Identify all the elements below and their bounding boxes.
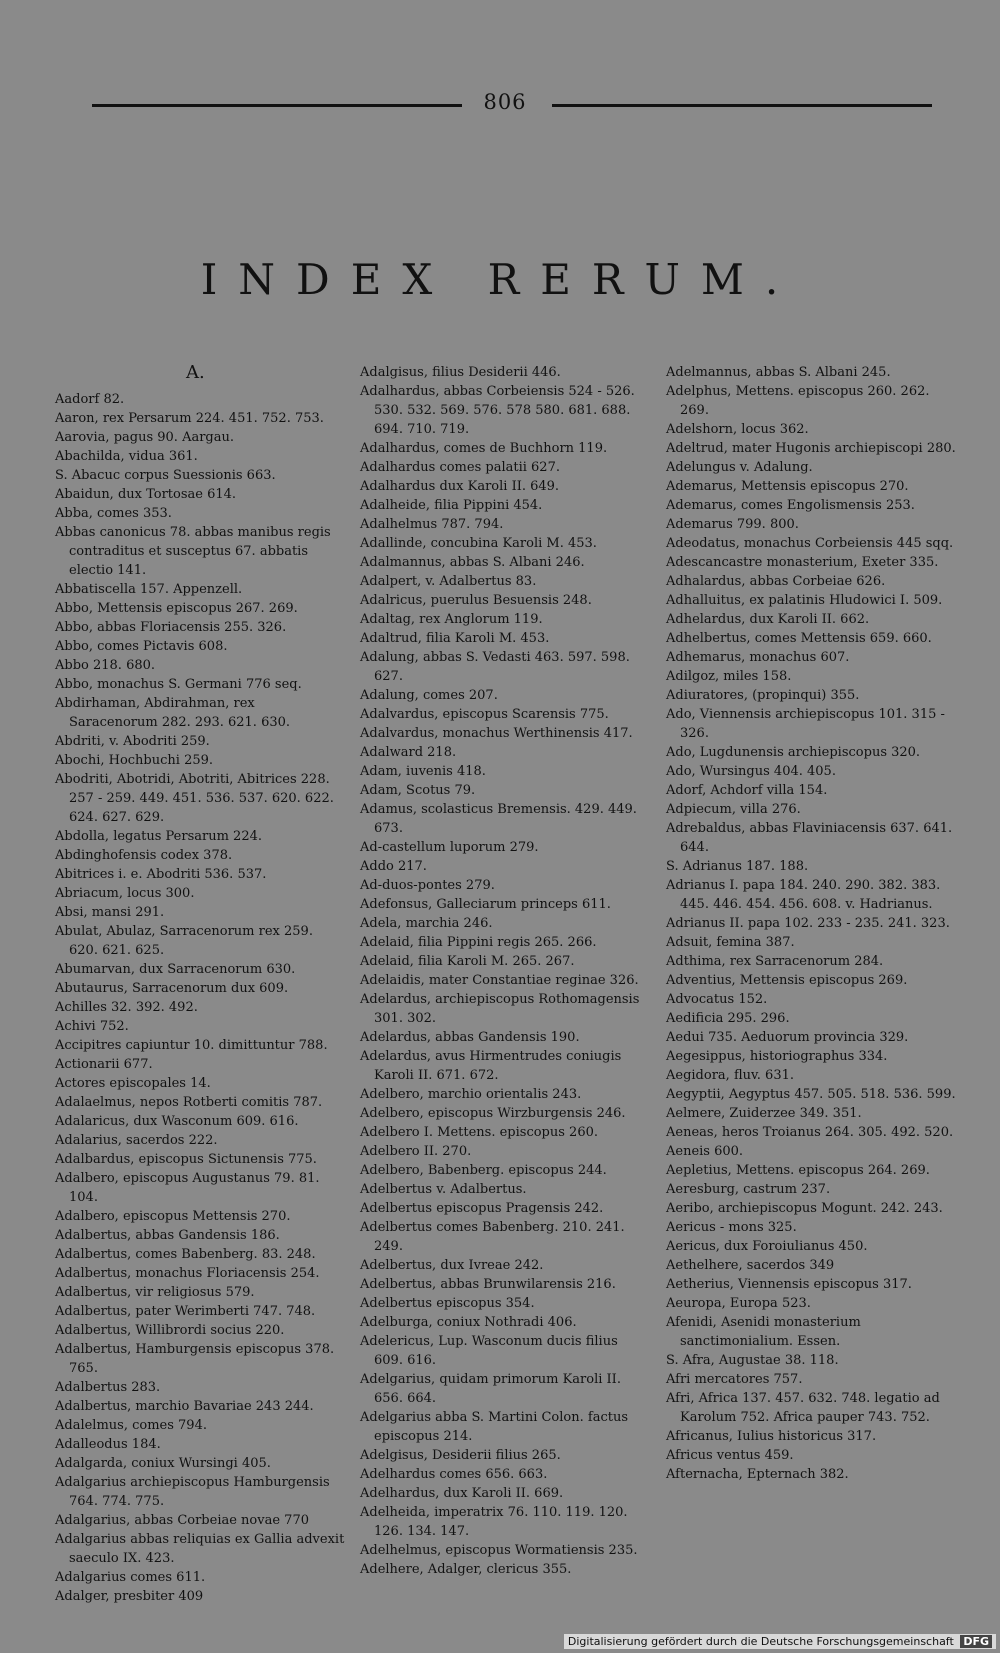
index-entry: Adelgarius, quidam primorum Karoli II. 656. 664. (360, 1372, 621, 1406)
index-entry: Achivi 752. (55, 1019, 129, 1034)
index-entry: Adalmannus, abbas S. Albani 246. (360, 555, 585, 570)
index-entry: Adelungus v. Adalung. (666, 460, 813, 475)
index-entry: Adelhardus comes 656. 663. (360, 1467, 548, 1482)
index-entry: Abutaurus, Sarracenorum dux 609. (55, 981, 289, 996)
index-entry: Actionarii 677. (55, 1057, 153, 1072)
index-entry: Adelheida, imperatrix 76. 110. 119. 120. 126. 134. 147. (360, 1505, 628, 1539)
index-entry: Abulat, Abulaz, Sarracenorum rex 259. 620. 621. 625. (55, 924, 313, 958)
index-entry: Adventius, Mettensis episcopus 269. (666, 973, 908, 988)
index-entry: Adeltrud, mater Hugonis archiepiscopi 280. (666, 441, 956, 456)
section-letter: A. (186, 362, 205, 383)
index-entry: Adelbertus v. Adalbertus. (360, 1182, 527, 1197)
index-entry: Adalbertus, abbas Gandensis 186. (55, 1228, 280, 1243)
index-entry: Adallinde, concubina Karoli M. 453. (360, 536, 597, 551)
index-entry: Accipitres capiuntur 10. dimittuntur 788. (55, 1038, 328, 1053)
index-entry: Adalbardus, episcopus Sictunensis 775. (55, 1152, 317, 1167)
index-entry: Aethelhere, sacerdos 349 (666, 1258, 835, 1273)
index-entry: Adelaid, filia Pippini regis 265. 266. (360, 935, 597, 950)
index-entry: Adalbero, episcopus Mettensis 270. (55, 1209, 291, 1224)
index-entry: Adhelardus, dux Karoli II. 662. (666, 612, 870, 627)
index-entry: Adalhelmus 787. 794. (360, 517, 504, 532)
index-entry: Actores episcopales 14. (55, 1076, 211, 1091)
index-entry: Adaltag, rex Anglorum 119. (360, 612, 543, 627)
index-entry: Adam, iuvenis 418. (360, 764, 486, 779)
index-entry: Abbo, abbas Floriacensis 255. 326. (55, 620, 287, 635)
index-entry: Adalgarius, abbas Corbeiae novae 770 (55, 1513, 309, 1528)
index-entry: Ademarus, comes Engolismensis 253. (666, 498, 915, 513)
index-entry: Adalbertus, comes Babenberg. 83. 248. (55, 1247, 316, 1262)
index-entry: Adelbero I. Mettens. episcopus 260. (360, 1125, 598, 1140)
index-entry: Adalward 218. (360, 745, 457, 760)
index-entry: Adalgarius archiepiscopus Hamburgensis 764. 774. 775. (55, 1475, 330, 1509)
index-entry: Adalung, abbas S. Vedasti 463. 597. 598. 627. (360, 650, 630, 684)
index-entry: Adalbertus, Willibrordi socius 220. (55, 1323, 285, 1338)
index-entry: Adelhere, Adalger, clericus 355. (360, 1562, 572, 1577)
index-entry: Adelbertus episcopus 354. (360, 1296, 535, 1311)
index-entry: Adelbero, Babenberg. episcopus 244. (360, 1163, 607, 1178)
index-entry: Aetherius, Viennensis episcopus 317. (666, 1277, 912, 1292)
index-entry: Ado, Wursingus 404. 405. (666, 764, 836, 779)
footer-credit (564, 1634, 996, 1649)
index-entry: Adhalluitus, ex palatinis Hludowici I. 509. (666, 593, 943, 608)
index-column-2 (360, 363, 650, 1579)
header-rule-left (92, 104, 462, 107)
index-entry: Ademarus 799. 800. (666, 517, 799, 532)
index-entry: Abaidun, dux Tortosae 614. (55, 487, 237, 502)
index-entry: Aelmere, Zuiderzee 349. 351. (666, 1106, 862, 1121)
index-entry: Aegyptii, Aegyptus 457. 505. 518. 536. 599. (666, 1087, 956, 1102)
index-entry: Abachilda, vidua 361. (55, 449, 198, 464)
index-entry: Adrianus I. papa 184. 240. 290. 382. 383. 445. 446. 454. 456. 608. v. Hadrianus. (666, 878, 941, 912)
index-entry: Abriacum, locus 300. (55, 886, 195, 901)
footer-text: Digitalisierung gefördert durch die Deutsche Forschungsgemeinschaft (567, 1635, 954, 1648)
index-entry: Abdolla, legatus Persarum 224. (55, 829, 262, 844)
index-entry: Africanus, Iulius historicus 317. (666, 1429, 877, 1444)
index-entry: Adalelmus, comes 794. (55, 1418, 207, 1433)
index-entry: Aeuropa, Europa 523. (666, 1296, 811, 1311)
index-entry: Abbo, monachus S. Germani 776 seq. (55, 677, 302, 692)
index-entry: Adelardus, archiepiscopus Rothomagensis 301. 302. (360, 992, 640, 1026)
index-entry: Adilgoz, miles 158. (666, 669, 792, 684)
index-entry: Afri, Africa 137. 457. 632. 748. legatio ad Karolum 752. Africa pauper 743. 752. (666, 1391, 940, 1425)
index-entry: Adelaid, filia Karoli M. 265. 267. (360, 954, 575, 969)
index-entry: S. Afra, Augustae 38. 118. (666, 1353, 839, 1368)
index-entry: Abdriti, v. Abodriti 259. (55, 734, 210, 749)
index-entry: Abdirhaman, Abdirahman, rex Saracenorum 282. 293. 621. 630. (55, 696, 291, 730)
index-entry: Adelbero, marchio orientalis 243. (360, 1087, 582, 1102)
index-entry: Adhalardus, abbas Corbeiae 626. (666, 574, 886, 589)
index-entry: Adiuratores, (propinqui) 355. (666, 688, 860, 703)
index-entry: Abumarvan, dux Sarracenorum 630. (55, 962, 296, 977)
index-entry: Ad-duos-pontes 279. (360, 878, 495, 893)
index-entry: Adalhardus dux Karoli II. 649. (360, 479, 560, 494)
index-entry: Adeodatus, monachus Corbeiensis 445 sqq. (666, 536, 954, 551)
index-entry: Abba, comes 353. (55, 506, 172, 521)
index-entry: Afternacha, Epternach 382. (666, 1467, 849, 1482)
index-entry: Abitrices i. e. Abodriti 536. 537. (55, 867, 267, 882)
index-entry: Ad-castellum luporum 279. (360, 840, 539, 855)
page-number: 806 (483, 90, 527, 114)
index-entry: Aericus, dux Foroiulianus 450. (666, 1239, 868, 1254)
index-entry: Adalarius, sacerdos 222. (55, 1133, 218, 1148)
index-entry: Ado, Viennensis archiepiscopus 101. 315 - 326. (666, 707, 945, 741)
index-entry: Achilles 32. 392. 492. (55, 1000, 198, 1015)
index-entry: Adalleodus 184. (55, 1437, 161, 1452)
index-entry: Aarovia, pagus 90. Aargau. (55, 430, 235, 445)
index-entry: Africus ventus 459. (666, 1448, 794, 1463)
index-entry: Aaron, rex Persarum 224. 451. 752. 753. (55, 411, 324, 426)
index-entry: Aeneis 600. (666, 1144, 744, 1159)
index-entry: Adalhardus, abbas Corbeiensis 524 - 526. 530. 532. 569. 576. 578 580. 681. 688. 694. 710. 719. (360, 384, 635, 437)
index-entry: Adelbertus, abbas Brunwilarensis 216. (360, 1277, 616, 1292)
index-entry: Adalung, comes 207. (360, 688, 498, 703)
index-entry: Adelardus, avus Hirmentrudes coniugis Karoli II. 671. 672. (360, 1049, 622, 1083)
index-column-3 (666, 363, 956, 1484)
index-entry: Adela, marchia 246. (360, 916, 493, 931)
index-entry: Adelbero, episcopus Wirzburgensis 246. (360, 1106, 626, 1121)
index-entry: Aeribo, archiepiscopus Mogunt. 242. 243. (666, 1201, 943, 1216)
index-entry: Adalbero, episcopus Augustanus 79. 81. 104. (55, 1171, 320, 1205)
index-entry: Adalgarius abbas reliquias ex Gallia advexit saeculo IX. 423. (55, 1532, 345, 1566)
index-entry: Adalgarda, coniux Wursingi 405. (55, 1456, 271, 1471)
index-entry: Afenidi, Asenidi monasterium sanctimonialium. Essen. (666, 1315, 861, 1349)
index-entry: Advocatus 152. (666, 992, 768, 1007)
index-entry: Adaltrud, filia Karoli M. 453. (360, 631, 550, 646)
index-entry: Adalbertus, pater Werimberti 747. 748. (55, 1304, 316, 1319)
dfg-logo: DFG (960, 1635, 992, 1648)
index-entry: Adelbertus comes Babenberg. 210. 241. 249. (360, 1220, 625, 1254)
index-entry: Ado, Lugdunensis archiepiscopus 320. (666, 745, 921, 760)
index-entry: Ademarus, Mettensis episcopus 270. (666, 479, 909, 494)
index-entry: Absi, mansi 291. (55, 905, 165, 920)
index-entry: Adelburga, coniux Nothradi 406. (360, 1315, 577, 1330)
index-entry: Abdinghofensis codex 378. (55, 848, 233, 863)
index-entry: Adelgarius abba S. Martini Colon. factus episcopus 214. (360, 1410, 628, 1444)
index-entry: Adalbertus, Hamburgensis episcopus 378. 765. (55, 1342, 335, 1376)
index-entry: S. Adrianus 187. 188. (666, 859, 809, 874)
index-entry: Abbatiscella 157. Appenzell. (55, 582, 243, 597)
index-entry: Abbas canonicus 78. abbas manibus regis contraditus et susceptus 67. abbatis electio 141. (55, 525, 331, 578)
index-entry: Adalhardus comes palatii 627. (360, 460, 560, 475)
index-entry: Aepletius, Mettens. episcopus 264. 269. (666, 1163, 930, 1178)
index-entry: Adelardus, abbas Gandensis 190. (360, 1030, 580, 1045)
index-entry: Adpiecum, villa 276. (666, 802, 801, 817)
index-entry: Adrebaldus, abbas Flaviniacensis 637. 641. 644. (666, 821, 953, 855)
header-rule-right (552, 104, 932, 107)
index-column-1 (55, 390, 345, 1606)
index-entry: Adefonsus, Galleciarum princeps 611. (360, 897, 611, 912)
index-entry: Adalbertus, monachus Floriacensis 254. (55, 1266, 320, 1281)
index-entry: Adelgisus, Desiderii filius 265. (360, 1448, 561, 1463)
index-entry: Adelmannus, abbas S. Albani 245. (666, 365, 891, 380)
page-title: INDEX RERUM. (200, 255, 800, 304)
index-entry: Addo 217. (360, 859, 427, 874)
index-entry: Abbo 218. 680. (55, 658, 156, 673)
index-entry: Abbo, comes Pictavis 608. (55, 639, 228, 654)
index-entry: Aadorf 82. (55, 392, 125, 407)
index-entry: Adalheide, filia Pippini 454. (360, 498, 543, 513)
index-entry: Adalhardus, comes de Buchhorn 119. (360, 441, 608, 456)
index-entry: Afri mercatores 757. (666, 1372, 803, 1387)
index-entry: Adam, Scotus 79. (360, 783, 476, 798)
index-entry: Aedificia 295. 296. (666, 1011, 790, 1026)
index-entry: Aeneas, heros Troianus 264. 305. 492. 520. (666, 1125, 954, 1140)
index-entry: Aegesippus, historiographus 334. (666, 1049, 888, 1064)
index-entry: Adsuit, femina 387. (666, 935, 795, 950)
index-entry: Adamus, scolasticus Bremensis. 429. 449. 673. (360, 802, 637, 836)
index-entry: Adescancastre monasterium, Exeter 335. (666, 555, 939, 570)
index-entry: Aeresburg, castrum 237. (666, 1182, 831, 1197)
index-entry: Adelhardus, dux Karoli II. 669. (360, 1486, 564, 1501)
index-entry: Adelericus, Lup. Wasconum ducis filius 609. 616. (360, 1334, 618, 1368)
index-entry: Adalricus, puerulus Besuensis 248. (360, 593, 592, 608)
index-entry: Aedui 735. Aeduorum provincia 329. (666, 1030, 909, 1045)
index-entry: Adhelbertus, comes Mettensis 659. 660. (666, 631, 932, 646)
index-entry: Adelaidis, mater Constantiae reginae 326. (360, 973, 639, 988)
index-entry: Aegidora, fluv. 631. (666, 1068, 794, 1083)
index-entry: Adelbertus, dux Ivreae 242. (360, 1258, 544, 1273)
index-entry: Adelphus, Mettens. episcopus 260. 262. 269. (666, 384, 930, 418)
index-entry: Adalgisus, filius Desiderii 446. (360, 365, 561, 380)
index-entry: Adhemarus, monachus 607. (666, 650, 850, 665)
index-entry: Adalaricus, dux Wasconum 609. 616. (55, 1114, 299, 1129)
index-entry: Adthima, rex Sarracenorum 284. (666, 954, 884, 969)
index-entry: Adalbertus, marchio Bavariae 243 244. (55, 1399, 314, 1414)
index-entry: Adalgarius comes 611. (55, 1570, 206, 1585)
index-entry: Adelbertus episcopus Pragensis 242. (360, 1201, 604, 1216)
index-entry: Adalbertus, vir religiosus 579. (55, 1285, 255, 1300)
index-entry: Adalbertus 283. (55, 1380, 161, 1395)
index-entry: Adelshorn, locus 362. (666, 422, 809, 437)
index-entry: Aericus - mons 325. (666, 1220, 797, 1235)
index-entry: Adalaelmus, nepos Rotberti comitis 787. (55, 1095, 323, 1110)
index-entry: Adelbero II. 270. (360, 1144, 472, 1159)
index-entry: Adelhelmus, episcopus Wormatiensis 235. (360, 1543, 638, 1558)
index-entry: Abbo, Mettensis episcopus 267. 269. (55, 601, 298, 616)
index-entry: Adrianus II. papa 102. 233 - 235. 241. 323. (666, 916, 950, 931)
index-entry: Adalvardus, episcopus Scarensis 775. (360, 707, 609, 722)
index-entry: S. Abacuc corpus Suessionis 663. (55, 468, 276, 483)
index-entry: Adalvardus, monachus Werthinensis 417. (360, 726, 633, 741)
index-entry: Adalpert, v. Adalbertus 83. (360, 574, 537, 589)
index-entry: Adorf, Achdorf villa 154. (666, 783, 828, 798)
index-entry: Abodriti, Abotridi, Abotriti, Abitrices 228. 257 - 259. 449. 451. 536. 537. 620. 622. 624. 627. 629. (55, 772, 334, 825)
index-entry: Abochi, Hochbuchi 259. (55, 753, 214, 768)
index-entry: Adalger, presbiter 409 (55, 1589, 204, 1604)
